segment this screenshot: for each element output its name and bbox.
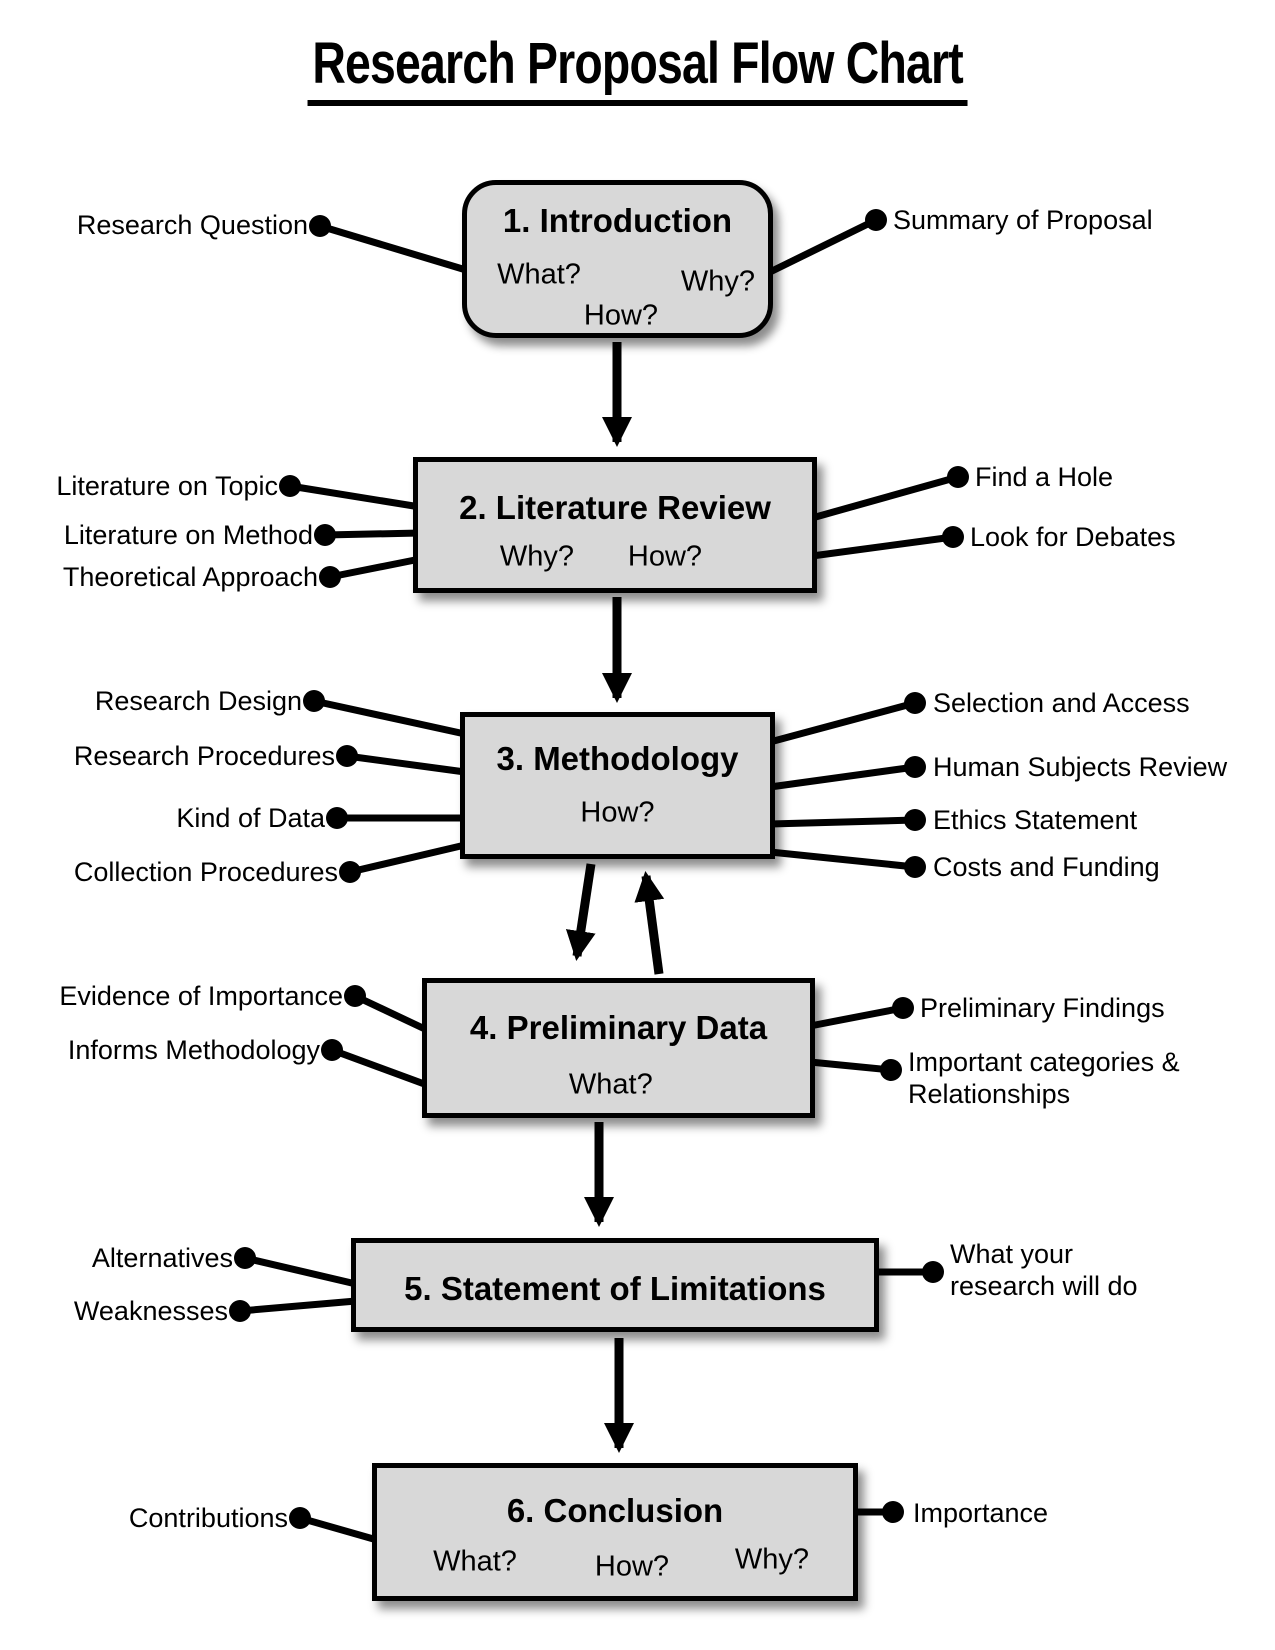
node-preliminary-data — [422, 978, 815, 1118]
question-what: What? — [497, 258, 581, 291]
label-research-question: Research Question — [76, 210, 308, 240]
dot-informs-methodology — [321, 1039, 343, 1061]
connector-preliminary-findings — [810, 997, 914, 1026]
dot-literature-on-method — [314, 524, 336, 546]
label-human-subjects-review: Human Subjects Review — [933, 752, 1228, 782]
dot-look-for-debates — [942, 526, 964, 548]
flow-arrow-prelimdata-to-methodology — [646, 876, 659, 974]
dot-important-categories — [880, 1059, 902, 1081]
label-weaknesses: Weaknesses — [73, 1296, 228, 1326]
dot-literature-on-topic — [279, 475, 301, 497]
connector-literature-on-method — [314, 524, 420, 546]
connector-importance — [853, 1501, 904, 1523]
node-statement-of-limitations-title: 5. Statement of Limitations — [404, 1270, 826, 1307]
connector-research-design — [303, 690, 465, 734]
node-literature-review — [413, 457, 817, 593]
label-contributions: Contributions — [128, 1503, 288, 1533]
question-how: How? — [580, 796, 655, 829]
label-literature-on-topic: Literature on Topic — [56, 471, 278, 501]
label-collection-procedures: Collection Procedures — [73, 857, 338, 887]
dot-weaknesses — [229, 1300, 251, 1322]
dot-research-design — [303, 690, 325, 712]
connector-literature-on-topic — [279, 475, 420, 507]
connector-weaknesses — [229, 1300, 356, 1322]
dot-research-procedures — [336, 745, 358, 767]
dot-what-your-research-will-do — [922, 1261, 944, 1283]
dot-kind-of-data — [326, 807, 348, 829]
page-title: Research Proposal Flow Chart — [307, 30, 967, 106]
dot-preliminary-findings — [892, 997, 914, 1019]
node-statement-of-limitations — [351, 1238, 879, 1332]
connector-evidence-of-importance — [344, 985, 427, 1030]
dot-human-subjects-review — [904, 756, 926, 778]
flow-arrow-methodology-to-prelimdata — [577, 864, 591, 956]
connector-kind-of-data — [326, 807, 465, 829]
node-introduction-title: 1. Introduction — [502, 202, 733, 239]
label-research-procedures: Research Procedures — [73, 741, 335, 771]
connector-theoretical-approach — [319, 559, 420, 588]
label-selection-and-access: Selection and Access — [933, 688, 1190, 718]
page-title-wrap — [0, 30, 1275, 106]
dot-research-question — [309, 215, 331, 237]
label-alternatives: Alternatives — [91, 1243, 233, 1273]
connector-look-for-debates — [812, 526, 964, 556]
label-important-categories: Important categories & Relationships — [908, 1047, 1180, 1109]
dot-selection-and-access — [904, 692, 926, 714]
node-introduction — [462, 180, 773, 338]
dot-ethics-statement — [904, 809, 926, 831]
label-kind-of-data: Kind of Data — [176, 803, 325, 833]
label-literature-on-method: Literature on Method — [63, 520, 313, 550]
dot-importance — [882, 1501, 904, 1523]
connector-costs-and-funding — [770, 852, 926, 878]
question-how: How? — [594, 1550, 670, 1583]
label-preliminary-findings: Preliminary Findings — [920, 993, 1165, 1023]
label-informs-methodology: Informs Methodology — [67, 1035, 320, 1065]
node-methodology-title: 3. Methodology — [496, 740, 739, 777]
connector-selection-and-access — [770, 692, 926, 742]
dot-theoretical-approach — [319, 566, 341, 588]
label-find-a-hole: Find a Hole — [975, 462, 1114, 492]
connector-summary-of-proposal — [770, 209, 887, 272]
connector-what-your-research-will-do — [874, 1261, 944, 1283]
connector-alternatives — [234, 1247, 356, 1284]
dot-evidence-of-importance — [344, 985, 366, 1007]
dot-summary-of-proposal — [865, 209, 887, 231]
connector-informs-methodology — [321, 1039, 427, 1085]
question-how: How? — [627, 540, 703, 573]
label-research-design: Research Design — [94, 686, 302, 716]
connector-find-a-hole — [812, 466, 969, 518]
question-why: Why? — [499, 540, 575, 573]
node-methodology — [460, 712, 775, 859]
connector-research-procedures — [336, 745, 465, 772]
label-ethics-statement: Ethics Statement — [933, 805, 1138, 835]
node-preliminary-data-title: 4. Preliminary Data — [469, 1009, 768, 1046]
dot-find-a-hole — [947, 466, 969, 488]
question-what: What? — [568, 1068, 653, 1101]
connector-contributions — [289, 1507, 377, 1540]
question-why: Why? — [680, 265, 756, 298]
label-theoretical-approach: Theoretical Approach — [62, 562, 318, 592]
label-evidence-of-importance: Evidence of Importance — [59, 981, 343, 1011]
label-summary-of-proposal: Summary of Proposal — [893, 205, 1153, 235]
dot-contributions — [289, 1507, 311, 1529]
node-conclusion-title: 6. Conclusion — [506, 1492, 724, 1529]
dot-collection-procedures — [339, 861, 361, 883]
connector-collection-procedures — [339, 845, 465, 883]
connector-human-subjects-review — [770, 756, 926, 787]
connector-research-question — [309, 215, 466, 270]
label-costs-and-funding: Costs and Funding — [933, 852, 1160, 882]
node-conclusion — [372, 1463, 858, 1601]
dot-alternatives — [234, 1247, 256, 1269]
label-what-your-research-will-do: What your research will do — [950, 1239, 1138, 1301]
question-why: Why? — [734, 1543, 810, 1576]
label-importance: Importance — [913, 1498, 1049, 1528]
question-what: What? — [433, 1545, 517, 1578]
connector-ethics-statement — [770, 809, 926, 831]
node-literature-review-title: 2. Literature Review — [459, 489, 771, 526]
question-how: How? — [583, 299, 659, 332]
label-look-for-debates: Look for Debates — [970, 522, 1176, 552]
dot-costs-and-funding — [904, 856, 926, 878]
connector-important-categories — [810, 1059, 902, 1081]
